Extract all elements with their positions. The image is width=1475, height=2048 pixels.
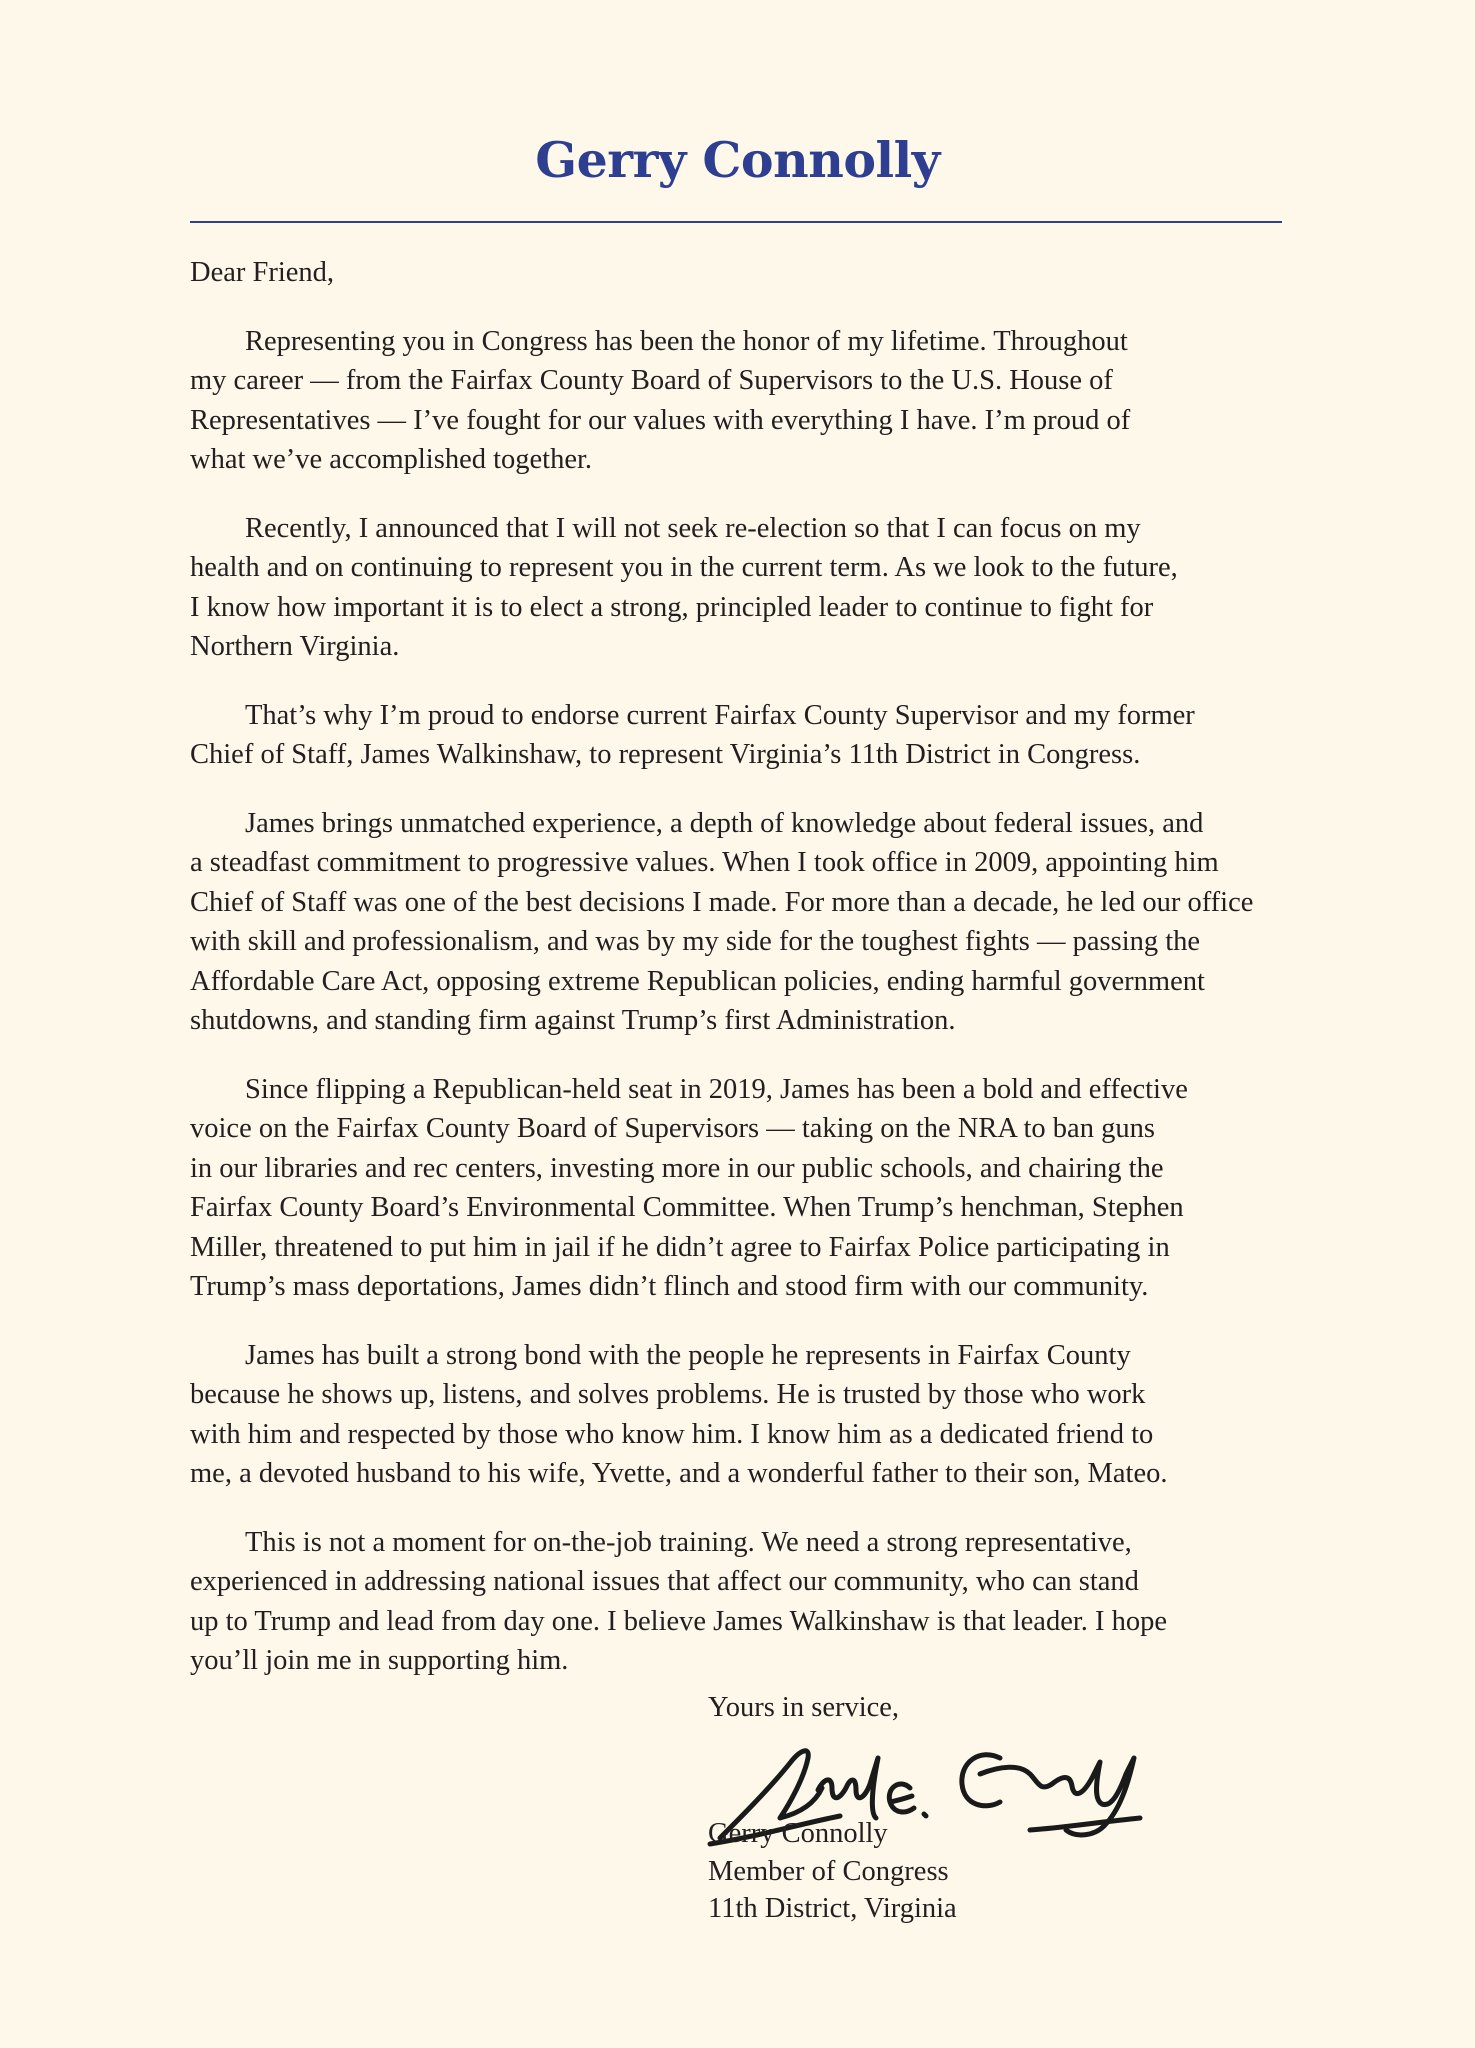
paragraph-7	[190, 1523, 1290, 1681]
closing-line: Yours in service,	[708, 1692, 900, 1723]
paragraph-line: James has built a strong bond with the people he represents in Fairfax County	[245, 1339, 1131, 1371]
signature-block	[708, 1815, 957, 1928]
paragraph-line: I know how important it is to elect a strong, principled leader to continue to fight for	[190, 591, 1154, 623]
paragraph-line: up to Trump and lead from day one. I believe James Walkinshaw is that leader. I hope	[190, 1605, 1168, 1637]
paragraph-line: Trump’s mass deportations, James didn’t flinch and stood firm with our community.	[190, 1271, 1149, 1302]
paragraph-line: That’s why I’m proud to endorse current Fairfax County Supervisor and my former	[245, 699, 1195, 731]
letterhead-title: Gerry Connolly	[535, 131, 940, 189]
paragraph-2	[190, 509, 1290, 667]
paragraph-line: my career — from the Fairfax County Board of Supervisors to the U.S. House of	[190, 365, 1113, 396]
paragraph-line: what we’ve accomplished together.	[190, 444, 593, 475]
paragraph-line: with skill and professionalism, and was by my side for the toughest fights — passing the	[190, 926, 1201, 957]
paragraph-line: health and on continuing to represent you in the current term. As we look to the future,	[190, 552, 1178, 583]
paragraph-line: experienced in addressing national issues that affect our community, who can stand	[190, 1566, 1139, 1597]
paragraph-3	[190, 696, 1290, 775]
paragraph-line: a steadfast commitment to progressive values. When I took office in 2009, appointing him	[190, 847, 1219, 878]
paragraph-line: Representatives — I’ve fought for our values with everything I have. I’m proud of	[190, 404, 1131, 436]
paragraph-line: with him and respected by those who know him. I know him as a dedicated friend to	[190, 1418, 1154, 1450]
paragraph-line: Chief of Staff was one of the best decisions I made. For more than a decade, he led our office	[190, 886, 1254, 918]
paragraph-line: Affordable Care Act, opposing extreme Republican policies, ending harmful government	[190, 965, 1205, 997]
paragraph-line: shutdowns, and standing firm against Trump’s first Administration.	[190, 1005, 956, 1036]
paragraph-line: Miller, threatened to put him in jail if he didn’t agree to Fairfax Police participating in	[190, 1231, 1170, 1263]
paragraph-6	[190, 1336, 1290, 1494]
paragraph-4	[190, 804, 1290, 1041]
paragraph-line: Chief of Staff, James Walkinshaw, to represent Virginia’s 11th District in Congress.	[190, 739, 1141, 770]
signer-district: 11th District, Virginia	[708, 1893, 957, 1924]
signer-title: Member of Congress	[708, 1855, 949, 1887]
paragraph-line: voice on the Fairfax County Board of Supervisors — taking on the NRA to ban guns	[190, 1113, 1155, 1144]
letterhead-divider	[190, 221, 1282, 223]
paragraph-line: you’ll join me in supporting him.	[190, 1645, 569, 1676]
paragraph-line: Fairfax County Board’s Environmental Committee. When Trump’s henchman, Stephen	[190, 1192, 1184, 1223]
signer-name: Gerry Connolly	[708, 1818, 888, 1849]
letter-body	[190, 253, 1290, 1710]
paragraph-line: James brings unmatched experience, a depth of knowledge about federal issues, and	[245, 807, 1204, 839]
paragraph-line: Northern Virginia.	[190, 631, 400, 662]
paragraph-line: This is not a moment for on-the-job training. We need a strong representative,	[245, 1526, 1132, 1558]
salutation: Dear Friend,	[190, 257, 335, 288]
paragraph-line: Recently, I announced that I will not seek re-election so that I can focus on my	[245, 512, 1141, 544]
paragraph-line: Since flipping a Republican-held seat in 2019, James has been a bold and effective	[245, 1073, 1188, 1105]
paragraph-line: Representing you in Congress has been the honor of my lifetime. Throughout	[245, 325, 1128, 357]
paragraph-line: me, a devoted husband to his wife, Yvette, and a wonderful father to their son, Mateo.	[190, 1458, 1168, 1489]
paragraph-line: in our libraries and rec centers, investing more in our public schools, and chairing the	[190, 1152, 1164, 1184]
paragraph-line: because he shows up, listens, and solves problems. He is trusted by those who work	[190, 1379, 1146, 1410]
paragraph-5	[190, 1070, 1290, 1307]
paragraph-1	[190, 322, 1290, 480]
